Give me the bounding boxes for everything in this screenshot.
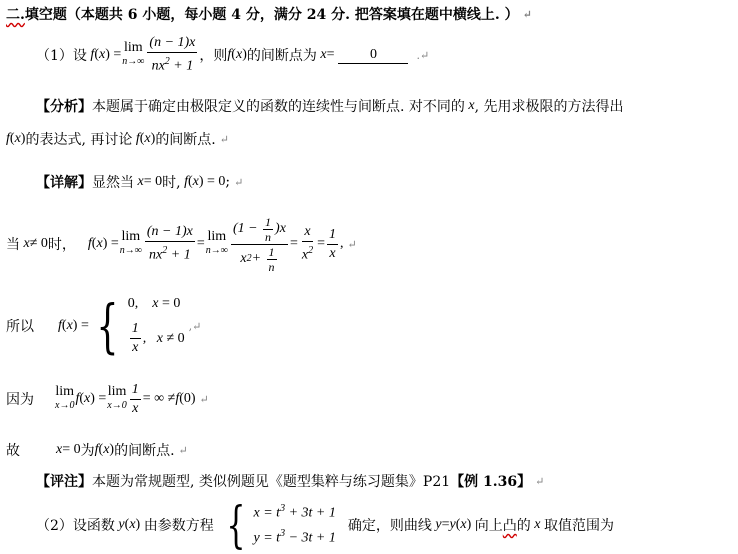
question-1: （1）设 f ( x ) = lim n→∞ $\frac{(n - 1)x}{nx^2 + 1}$ ，则 f ( x ) 的间断点为 x = 0 .↵	[36, 35, 430, 74]
paragraph-mark-icon: ↵	[219, 132, 229, 146]
analysis-text-4: 的间断点.	[155, 132, 216, 148]
detail-text-3: ;	[225, 174, 231, 190]
because-text: 因为	[6, 392, 34, 408]
section-heading	[6, 4, 532, 24]
paragraph-mark-icon: ↵	[347, 237, 357, 251]
paragraph-mark-icon: ↵	[522, 7, 532, 21]
q2-number: （2）设函数	[36, 518, 115, 534]
q1-number: （1）设	[36, 48, 87, 64]
comment-ref: 【例 1.36】	[450, 474, 532, 490]
q2-text-3b: 凸	[502, 518, 517, 534]
when-line: 当 x ≠ 0 时， f ( x ) = lim n→∞ $\frac{(n - 1)x}{nx^2 + 1}$ = lim n→∞ (1 − $\frac{1}{n}$ )x x 2 + $\frac{1}{n}$ = $\frac{x}{x^2}$ = $\frac{1}{x}$ , ↵	[6, 214, 357, 274]
detail-tag: 【详解】	[36, 175, 92, 191]
analysis-text-3: 的表达式, 再讨论	[25, 132, 133, 148]
analysis-text-2: , 先用求极限的方法得出	[474, 99, 624, 115]
therefore-text: 故	[6, 443, 20, 459]
q2-text-2: 确定，则曲线	[347, 518, 432, 534]
paragraph-mark-icon: ,↵	[188, 319, 202, 333]
brace-icon: {	[226, 496, 246, 554]
paragraph-mark-icon: ↵	[178, 443, 188, 457]
therefore-tail-2: 的间断点.	[114, 443, 175, 459]
therefore-line: 故 x = 0 为 f ( x ) 的间断点. ↵	[6, 442, 188, 459]
analysis-tag: 【分析】	[36, 99, 92, 115]
paragraph-mark-icon: ↵	[234, 175, 244, 189]
q1-answer-blank: 0	[338, 47, 408, 64]
q1-mid: ，则	[199, 48, 228, 64]
q1-end: 的间断点为	[246, 48, 317, 64]
detail-text: 显然当	[92, 175, 134, 191]
detail-line: 【详解】 显然当 x = 0 时, f ( x ) = 0 ; ↵	[36, 174, 244, 191]
when-text-2: 时，	[47, 237, 76, 253]
paragraph-mark-icon: .↵	[416, 48, 430, 62]
q2-text-4: 的	[516, 518, 531, 534]
comment-tag: 【评注】	[36, 474, 92, 490]
comment-line	[36, 471, 544, 491]
because-line: 因为 lim x→0 f ( x ) = lim x→0 $\frac{1}{x}$ = ∞ ≠ f (0) ↵	[6, 381, 209, 416]
analysis-line-2: f ( x ) 的表达式, 再讨论 f ( x ) 的间断点. ↵	[6, 131, 229, 148]
paragraph-mark-icon: ↵	[535, 474, 545, 488]
analysis-text-1: 本题属于确定由极限定义的函数的连续性与间断点. 对不同的	[92, 99, 465, 115]
q2-text-3: 向上	[474, 518, 503, 534]
when-text: 当	[6, 237, 20, 253]
analysis-line-1: 【分析】 本题属于确定由极限定义的函数的连续性与间断点. 对不同的 x , 先用求极限的方法得出	[36, 98, 624, 115]
brace-icon: {	[96, 292, 119, 360]
q2-text-1: 由参数方程	[143, 518, 214, 534]
comment-text: 本题为常规题型, 类似例题见《题型集粹与练习题集》P21	[92, 474, 451, 490]
detail-text-2: 时,	[162, 175, 181, 191]
paragraph-mark-icon: ↵	[199, 392, 209, 406]
question-2: （2）设函数 y ( x ) 由参数方程 { $x = t^3 + 3t + 1$ $y = t^3 - 3t + 1$ 确定，则曲线 y = y ( x ) 向上 凸 的 x 取值范围为	[36, 496, 614, 554]
q2-text-5: 取值范围为	[544, 518, 614, 534]
so-line: 所以 f ( x ) = { 0, x = 0 $\frac{1}{x}$ , x ≠ 0 ,↵	[6, 292, 202, 360]
so-text: 所以	[6, 319, 34, 335]
heading-prefix: 二.	[6, 7, 25, 23]
heading-text: 填空题（本题共 6 小题，每小题 4 分，满分 24 分. 把答案填在题中横线上. ）	[25, 4, 519, 24]
therefore-tail: 为	[80, 443, 95, 459]
